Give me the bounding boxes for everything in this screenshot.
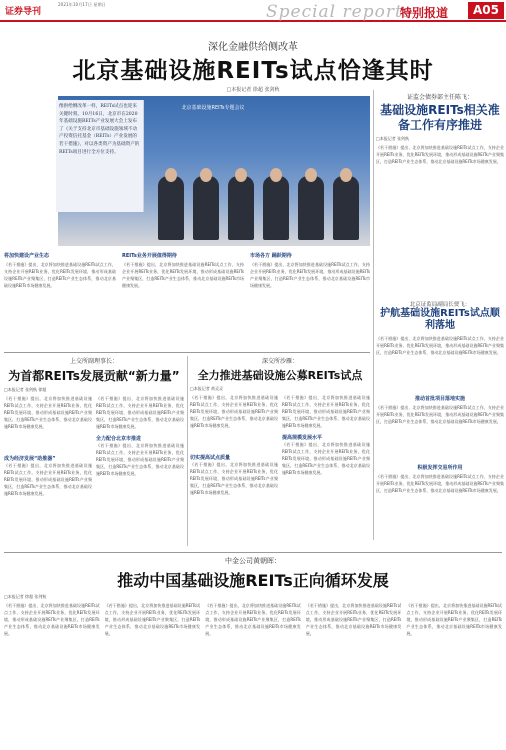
right-column xyxy=(376,92,504,543)
right-body-4: 《若干措施》提出，北京将加快推进基础设施REITs试点工作，支持企业开展REITs业务，优化REITs发展环境，推动形成基础设施REITs产业聚集区，打造REITs产业生态体系，推动北京基础设施REITs市场健康发展。 xyxy=(376,474,504,493)
right-title-2: 护航基础设施REITs试点顺利落地 xyxy=(380,308,500,331)
mid-right-body: 《若干措施》提出，北京将加快推进基础设施REITs试点工作，支持企业开展REITs业务，优化REITs发展环境，推动形成基础设施REITs产业聚集区，打造REITs产业生态体系，推动北京基础设施REITs市场健康发展。 xyxy=(282,442,370,475)
mid-left-body: 《若干措施》提出，北京将加快推进基础设施REITs试点工作，支持企业开展REITs业务，优化REITs发展环境，推动形成基础设施REITs产业聚集区，打造REITs产业生态体系，推动北京基础设施REITs市场健康发展。 xyxy=(96,396,184,429)
mid-left-body: 《若干措施》提出，北京将加快推进基础设施REITs试点工作，支持企业开展REITs业务，优化REITs发展环境，推动形成基础设施REITs产业聚集区，打造REITs产业生态体系，推动北京基础设施REITs市场健康发展。 xyxy=(4,463,92,496)
column-divider xyxy=(187,356,188,546)
edition-meta: 2021年10月17日 星期日 xyxy=(58,2,106,7)
mid-left-body: 《若干措施》提出，北京将加快推进基础设施REITs试点工作，支持企业开展REITs业务，优化REITs发展环境，推动形成基础设施REITs产业聚集区，打造REITs产业生态体系，推动北京基础设施REITs市场健康发展。 xyxy=(4,396,92,429)
right-body-3: 《若干措施》提出，北京将加快推进基础设施REITs试点工作，支持企业开展REITs业务，优化REITs发展环境，推动形成基础设施REITs产业聚集区，打造REITs产业生态体系，推动北京基础设施REITs市场健康发展。 xyxy=(376,405,504,424)
photo-person-head xyxy=(305,168,317,182)
bottom-body: 《若干措施》提出，北京将加快推进基础设施REITs试点工作，支持企业开展REITs业务，优化REITs发展环境，推动形成基础设施REITs产业聚集区，打造REITs产业生态体系，推动北京基础设施REITs市场健康发展。 xyxy=(205,603,301,636)
mid-right-subhead: 切实提高试点质量 xyxy=(190,455,231,461)
mid-left-body: 《若干措施》提出，北京将加快推进基础设施REITs试点工作，支持企业开展REITs业务，优化REITs发展环境，推动形成基础设施REITs产业聚集区，打造REITs产业生态体系，推动北京基础设施REITs市场健康发展。 xyxy=(96,443,184,476)
lead-body-col2 xyxy=(122,252,244,355)
body-text: 《若干措施》提出，北京将加快推进基础设施REITs试点工作，支持企业开展REITs业务，优化REITs发展环境，推动形成基础设施REITs产业聚集区，打造REITs产业生态体系，推动北京基础设施REITs市场健康发展。 xyxy=(4,262,116,288)
page-number: A05 xyxy=(468,2,504,19)
mid-left-title: 为首都REITs发展贡献“新力量” xyxy=(8,369,180,383)
photo-person xyxy=(263,176,289,240)
subhead-3: 市场各方 踊跃期待 xyxy=(250,253,292,259)
mid-right-subhead-2: 提高规模发展水平 xyxy=(282,435,323,441)
subhead-1: 将加快建设产业生态 xyxy=(4,253,50,259)
right-subhead-3: 推动首批项目落地实施 xyxy=(414,396,465,402)
mid-right-body: 《若干措施》提出，北京将加快推进基础设施REITs试点工作，支持企业开展REITs业务，优化REITs发展环境，推动形成基础设施REITs产业聚集区，打造REITs产业生态体系，推动北京基础设施REITs市场健康发展。 xyxy=(190,395,278,428)
photo-person-head xyxy=(340,168,352,182)
photo-person-head xyxy=(235,168,247,182)
mid-right-title: 全力推进基础设施公募REITs试点 xyxy=(197,369,363,382)
special-reports-label: Special reports xyxy=(266,2,413,22)
right-body-2: 《若干措施》提出，北京将加快推进基础设施REITs试点工作，支持企业开展REITs业务，优化REITs发展环境，推动形成基础设施REITs产业聚集区，打造REITs产业生态体系，推动北京基础设施REITs市场健康发展。 xyxy=(376,336,504,355)
photo-person xyxy=(193,176,219,240)
right-byline: □本报记者 张剑秋 xyxy=(376,136,410,141)
mid-right-body: 《若干措施》提出，北京将加快推进基础设施REITs试点工作，支持企业开展REITs业务，优化REITs发展环境，推动形成基础设施REITs产业聚集区，打造REITs产业生态体系，推动北京基础设施REITs市场健康发展。 xyxy=(190,462,278,495)
lead-headline: 北京基础设施REITs试点恰逢其时 xyxy=(72,58,434,84)
bottom-body: 《若干措施》提出，北京将加快推进基础设施REITs试点工作，支持企业开展REITs业务，优化REITs发展环境，推动形成基础设施REITs产业聚集区，打造REITs产业生态体系，推动北京基础设施REITs市场健康发展。 xyxy=(104,603,201,636)
mid-left-subhead-2: 全力配合北京市推进 xyxy=(96,436,142,442)
photo-banner: 北京基础设施REITs专题会议 xyxy=(181,105,245,111)
mid-right-kicker: 深交所沙雁： xyxy=(261,358,298,365)
bottom-byline: □本报记者 徐超 张剑秋 xyxy=(4,594,47,599)
lead-intro: 像供给侧改革一样，REITs试点也迎来关键时刻。10月16日，北京市在2020年基础设施REITs产业发展大会上发布了《关于支持北京市基础设施领域不动产投资信托基金（REITs）产业发展的若干措施》，对以各类资产为基础资产的REITs项目进行全方位支持。 xyxy=(56,100,144,212)
bottom-kicker: 中金公司黄朝晖： xyxy=(225,557,281,565)
bottom-title: 推动中国基础设施REITs正向循环发展 xyxy=(117,571,389,590)
newspaper-logo: 证券导刊 xyxy=(5,7,42,17)
bottom-story xyxy=(4,556,502,750)
right-body: 《若干措施》提出，北京将加快推进基础设施REITs试点工作，支持企业开展REITs业务，优化REITs发展环境，推动形成基础设施REITs产业聚集区，打造REITs产业生态体系，推动北京基础设施REITs市场健康发展。 xyxy=(376,145,504,164)
photo-person xyxy=(228,176,254,240)
photo-person xyxy=(298,176,324,240)
mid-left-byline: □本报记者 张剑秋 徐超 xyxy=(4,387,47,392)
bottom-body: 《若干措施》提出，北京将加快推进基础设施REITs试点工作，支持企业开展REITs业务，优化REITs发展环境，推动形成基础设施REITs产业聚集区，打造REITs产业生态体系，推动北京基础设施REITs市场健康发展。 xyxy=(4,603,100,636)
section-rule xyxy=(4,552,502,553)
photo-person-head xyxy=(200,168,212,182)
section-title: 特别报道 xyxy=(400,6,449,20)
mid-right-body: 《若干措施》提出，北京将加快推进基础设施REITs试点工作，支持企业开展REITs业务，优化REITs发展环境，推动形成基础设施REITs产业聚集区，打造REITs产业生态体系，推动北京基础设施REITs市场健康发展。 xyxy=(282,395,370,428)
right-kicker: 证监会债券部主任陈飞： xyxy=(406,94,473,101)
bottom-body: 《若干措施》提出，北京将加快推进基础设施REITs试点工作，支持企业开展REITs业务，优化REITs发展环境，推动形成基础设施REITs产业聚集区，打造REITs产业生态体系，推动北京基础设施REITs市场健康发展。 xyxy=(406,603,502,636)
mid-right-story xyxy=(190,356,370,517)
column-divider xyxy=(373,90,374,540)
section-rule xyxy=(4,352,370,353)
lead-body-col1 xyxy=(4,252,116,355)
mid-left-story xyxy=(4,356,184,518)
mid-left-kicker: 上交所副理事长： xyxy=(69,358,118,365)
right-subhead-4: 积极发挥交易所作用 xyxy=(417,465,463,471)
photo-person-head xyxy=(270,168,282,182)
photo-person xyxy=(158,176,184,240)
bottom-body: 《若干措施》提出，北京将加快推进基础设施REITs试点工作，支持企业开展REITs业务，优化REITs发展环境，推动形成基础设施REITs产业聚集区，打造REITs产业生态体系，推动北京基础设施REITs市场健康发展。 xyxy=(305,603,402,636)
photo-person xyxy=(333,176,359,240)
mid-left-subhead: 成为经济发展“助推器” xyxy=(4,456,56,462)
lead-kicker: 深化金融供给侧改革 xyxy=(208,42,298,53)
body-text: 《若干措施》提出，北京将加快推进基础设施REITs试点工作，支持企业开展REITs业务，优化REITs发展环境，推动形成基础设施REITs产业聚集区，打造REITs产业生态体系，推动北京基础设施REITs市场健康发展。 xyxy=(250,262,370,288)
lead-body-col3 xyxy=(250,252,370,355)
mid-right-byline: □本报记者 黄灵灵 xyxy=(190,386,224,391)
body-text: 《若干措施》提出，北京将加快推进基础设施REITs试点工作，支持企业开展REITs业务，优化REITs发展环境，推动形成基础设施REITs产业聚集区，打造REITs产业生态体系，推动北京基础设施REITs市场健康发展。 xyxy=(122,262,244,288)
lead-byline: □本报记者 徐超 张剑秋 xyxy=(226,87,280,93)
right-subhead: 北京证监局副局长贾飞： xyxy=(409,302,471,308)
right-title: 基础设施REITs相关准备工作有序推进 xyxy=(380,103,500,132)
photo-person-head xyxy=(165,168,177,182)
subhead-2: REITs业务开展值得期待 xyxy=(122,253,177,259)
